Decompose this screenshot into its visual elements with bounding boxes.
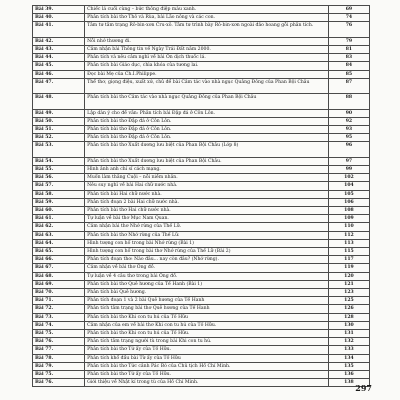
toc-item-label: Bài 41.: [33, 22, 85, 37]
table-row: [33, 264, 370, 272]
toc-item-label: Bài 63.: [33, 231, 85, 239]
toc-item-title: Phân tích bài thơ Tứ ấy của Tố Hữu.: [85, 346, 329, 354]
toc-item-title: Phân tích bài thơ Đập đá ở Côn Lôn.: [85, 117, 329, 125]
toc-item-page: 105: [328, 190, 369, 198]
toc-item-label: Bài 69.: [33, 280, 85, 288]
toc-item-title: Phân tích bài thơ Nhớ rừng của Thế Lữ.: [85, 231, 329, 239]
table-row: [33, 117, 370, 125]
toc-item-label: Bài 64.: [33, 239, 85, 247]
toc-item-label: Bài 57.: [33, 182, 85, 190]
table-row: [33, 297, 370, 305]
toc-item-title: Cảm nhận bài Thông tin về Ngày Trái Đất năm 2000.: [85, 46, 329, 54]
table-row: [33, 54, 370, 62]
toc-item-label: Bài 62.: [33, 223, 85, 231]
toc-item-page: 84: [328, 62, 369, 70]
toc-item-page: 138: [328, 379, 369, 387]
table-row: [33, 371, 370, 379]
toc-item-title: Giới thiệu về Nhật kí trong tù của Hồ Chí Minh.: [85, 379, 329, 387]
toc-item-title: Phân tích và nêu cảm nghĩ về bài Ôn dịch thuốc lá.: [85, 54, 329, 62]
toc-item-label: Bài 76.: [33, 379, 85, 387]
toc-item-page: 92: [328, 117, 369, 125]
toc-item-page: 113: [328, 239, 369, 247]
toc-item-page: 136: [328, 371, 369, 379]
toc-item-title: Hình ảnh anh chí sĩ cách mạng.: [85, 166, 329, 174]
toc-item-label: Bài 45.: [33, 62, 85, 70]
toc-item-page: 96: [328, 142, 369, 157]
table-row: [33, 346, 370, 354]
toc-item-page: 76: [328, 22, 369, 37]
toc-item-label: Bài 61.: [33, 215, 85, 223]
toc-item-title: Phân tích bài Hai chữ nước nhà.: [85, 190, 329, 198]
toc-item-title: Cảm nhận về bài thơ Ông đồ.: [85, 264, 329, 272]
toc-item-title: Thể thơ, giọng điệu, xuất xứ, chủ đề bài Cảm tác vào nhà ngục Quảng Đông của Phan Bội Châu: [85, 78, 329, 93]
table-row: [33, 37, 370, 45]
toc-item-title: Phân tích đoạn 1 và 2 bài Quê hương của Tế Hanh: [85, 297, 329, 305]
toc-item-page: 102: [328, 174, 369, 182]
toc-item-label: Bài 49.: [33, 109, 85, 117]
table-row: [33, 182, 370, 190]
table-row: [33, 289, 370, 297]
toc-item-label: Bài 46.: [33, 70, 85, 78]
toc-item-title: Hình tượng con hổ trong bài thơ Nhớ rừng của Thế Lữ (Bài 2): [85, 248, 329, 256]
table-row: [33, 62, 370, 70]
toc-item-label: Bài 48.: [33, 94, 85, 109]
table-row: [33, 157, 370, 165]
toc-item-title: Phân tích đoạn 2 bài Hai chữ nước nhà.: [85, 198, 329, 206]
toc-item-title: Phân tích khổ đầu bài Từ ấy của Tố Hữu: [85, 354, 329, 362]
toc-item-page: 69: [328, 6, 369, 14]
toc-item-title: Phân tích bài thơ Quê hương của Tế Hanh (Bài 1): [85, 280, 329, 288]
toc-item-title: Phân tích bài thơ Cảm tác vào nhà ngục Quảng Đông của Phan Bội Châu: [85, 94, 329, 109]
table-row: [33, 272, 370, 280]
toc-item-label: Bài 59.: [33, 198, 85, 206]
toc-item-title: Phân tích bài thơ Khi con tu hú của Tố Hữu.: [85, 330, 329, 338]
toc-item-title: Phân tích tâm trạng người tù trong bài Khi con tu hú.: [85, 338, 329, 346]
toc-item-page: 130: [328, 321, 369, 329]
table-row: [33, 14, 370, 22]
toc-item-label: Bài 42.: [33, 37, 85, 45]
table-row: [33, 321, 370, 329]
toc-item-page: 133: [328, 346, 369, 354]
toc-item-label: Bài 52.: [33, 134, 85, 142]
toc-item-page: 85: [328, 70, 369, 78]
toc-item-title: Nỗi nhớ thương đi.: [85, 37, 329, 45]
toc-item-page: 108: [328, 207, 369, 215]
table-row: [33, 248, 370, 256]
toc-item-page: 109: [328, 215, 369, 223]
toc-item-label: Bài 75.: [33, 371, 85, 379]
table-row: [33, 22, 370, 37]
toc-item-page: 90: [328, 109, 369, 117]
toc-item-title: Tự luận về 4 câu thơ trong bài Ông đồ.: [85, 272, 329, 280]
table-row: [33, 223, 370, 231]
toc-item-title: Phân tích bài thơ Tứ ấy của Tố Hữu.: [85, 371, 329, 379]
table-row: [33, 6, 370, 14]
toc-item-label: Bài 44.: [33, 54, 85, 62]
toc-item-label: Bài 76.: [33, 338, 85, 346]
toc-item-title: Hình tượng con hổ trong bài Nhớ rừng (Bài 1): [85, 239, 329, 247]
toc-item-page: 134: [328, 354, 369, 362]
toc-item-page: 132: [328, 338, 369, 346]
toc-item-page: 128: [328, 313, 369, 321]
toc-item-page: 95: [328, 134, 369, 142]
toc-item-label: Bài 73.: [33, 313, 85, 321]
table-row: [33, 109, 370, 117]
toc-item-page: 97: [328, 157, 369, 165]
table-row: [33, 379, 370, 387]
toc-item-title: Cảm nhận bài thơ Nhớ rừng của Thế Lữ.: [85, 223, 329, 231]
toc-item-title: Đọc bài Mẹ của Ch.I.Philippe.: [85, 70, 329, 78]
table-row: [33, 338, 370, 346]
toc-item-label: Bài 71.: [33, 297, 85, 305]
toc-item-title: Phân tích tâm trạng bài thơ Quê hương của Tế Hanh: [85, 305, 329, 313]
table-row: [33, 174, 370, 182]
table-row: [33, 198, 370, 206]
toc-item-page: 119: [328, 264, 369, 272]
toc-item-page: 110: [328, 223, 369, 231]
toc-item-title: Phân tích bài thơ Khi con tu hú của Tố Hữu: [85, 313, 329, 321]
toc-item-page: 87: [328, 78, 369, 93]
toc-item-page: 121: [328, 280, 369, 288]
toc-item-page: 123: [328, 289, 369, 297]
toc-item-label: Bài 75.: [33, 330, 85, 338]
toc-item-page: 125: [328, 297, 369, 305]
toc-item-page: 115: [328, 248, 369, 256]
toc-item-title: Phân tích bài thơ Đập đá ở Côn Lôn.: [85, 126, 329, 134]
toc-item-page: 81: [328, 46, 369, 54]
table-row: [33, 207, 370, 215]
page-number: 297: [355, 383, 372, 393]
toc-item-label: Bài 66.: [33, 256, 85, 264]
table-row: [33, 354, 370, 362]
toc-item-page: 93: [328, 126, 369, 134]
table-row: [33, 362, 370, 370]
table-row: [33, 78, 370, 93]
toc-item-title: Muốn làm thằng Cuội – nỗi niềm nhân.: [85, 174, 329, 182]
toc-item-page: 99: [328, 166, 369, 174]
toc-item-page: 131: [328, 330, 369, 338]
toc-item-label: Bài 56.: [33, 174, 85, 182]
table-row: [33, 280, 370, 288]
toc-item-label: Bài 50.: [33, 117, 85, 125]
toc-item-title: Lập dàn ý cho đề văn: Phân tích bài Đập đá ở Côn Lôn.: [85, 109, 329, 117]
toc-item-title: Phân tích bài thơ Xuất dương lưu biệt của Phan Bội Châu (Lớp 8): [85, 142, 329, 157]
table-row: [33, 94, 370, 109]
toc-item-title: Phân tích bài thơ Thỏ và Rùa, bài Lão nông và các con.: [85, 14, 329, 22]
toc-item-page: 104: [328, 182, 369, 190]
toc-item-label: Bài 70.: [33, 289, 85, 297]
toc-item-label: Bài 51.: [33, 126, 85, 134]
table-row: [33, 330, 370, 338]
toc-item-title: Cảm nhận của em về bài thơ Khi con tu hú của Tố Hữu.: [85, 321, 329, 329]
toc-item-label: Bài 43.: [33, 46, 85, 54]
toc-item-title: Phân tích đoạn thơ: Nào đâu... nay còn đâu? (Nhớ rừng).: [85, 256, 329, 264]
table-row: [33, 70, 370, 78]
table-row: [33, 215, 370, 223]
toc-item-label: Bài 74.: [33, 321, 85, 329]
table-row: [33, 46, 370, 54]
toc-item-title: Tự luận về bài thơ Mục Nam Quan.: [85, 215, 329, 223]
toc-item-page: 106: [328, 198, 369, 206]
toc-item-title: Tâm tư tâm trạng Rô-bin-xơn Cru-xô. Tâm tư trình bày Rô-bin-xơn ngoài đảo hoang gỗi phân tích.: [85, 22, 329, 37]
table-row: [33, 239, 370, 247]
toc-item-title: Phân tích bài thơ Hai chữ nước nhà.: [85, 207, 329, 215]
table-row: [33, 126, 370, 134]
table-row: [33, 190, 370, 198]
toc-item-label: Bài 60.: [33, 207, 85, 215]
table-row: [33, 231, 370, 239]
toc-item-title: Phân tích bài thơ Đập đá ở Côn Lôn.: [85, 134, 329, 142]
toc-item-label: Bài 77.: [33, 346, 85, 354]
toc-item-page: 112: [328, 231, 369, 239]
toc-item-page: 79: [328, 37, 369, 45]
toc-item-label: Bài 68.: [33, 272, 85, 280]
toc-item-label: Bài 53.: [33, 142, 85, 157]
table-row: [33, 166, 370, 174]
toc-item-label: Bài 72.: [33, 305, 85, 313]
toc-item-title: Phân tích bài thơ Xuất dương lưu biệt của Phan Bội Châu.: [85, 157, 329, 165]
toc-body: [33, 6, 370, 387]
toc-item-page: 74: [328, 14, 369, 22]
toc-item-label: Bài 65.: [33, 248, 85, 256]
toc-item-label: Bài 78.: [33, 354, 85, 362]
toc-item-title: Chiếc lá cuối cùng – bức thông điệp màu xanh.: [85, 6, 329, 14]
toc-item-label: Bài 79.: [33, 362, 85, 370]
toc-item-label: Bài 39.: [33, 6, 85, 14]
toc-item-page: 117: [328, 256, 369, 264]
toc-item-page: 126: [328, 305, 369, 313]
toc-item-label: Bài 47.: [33, 78, 85, 93]
table-row: [33, 134, 370, 142]
table-of-contents: [32, 5, 370, 387]
toc-item-label: Bài 40.: [33, 14, 85, 22]
toc-item-title: Phân tích bài thơ Tức cảnh Pác Bó của Chủ tịch Hồ Chí Minh.: [85, 362, 329, 370]
toc-item-label: Bài 67.: [33, 264, 85, 272]
table-row: [33, 313, 370, 321]
table-row: [33, 305, 370, 313]
toc-item-label: Bài 58.: [33, 190, 85, 198]
toc-item-page: 83: [328, 54, 369, 62]
toc-item-title: Nêu suy nghĩ về bài Hai chữ nước nhà.: [85, 182, 329, 190]
table-row: [33, 256, 370, 264]
toc-item-label: Bài 54.: [33, 157, 85, 165]
toc-item-page: 120: [328, 272, 369, 280]
table-row: [33, 142, 370, 157]
toc-item-page: 88: [328, 94, 369, 109]
toc-item-label: Bài 55.: [33, 166, 85, 174]
toc-item-title: Phân tích bài Quê hương.: [85, 289, 329, 297]
toc-item-title: Phân tích bài Giáo dục, chìa khóa của tương lai.: [85, 62, 329, 70]
toc-item-page: 135: [328, 362, 369, 370]
